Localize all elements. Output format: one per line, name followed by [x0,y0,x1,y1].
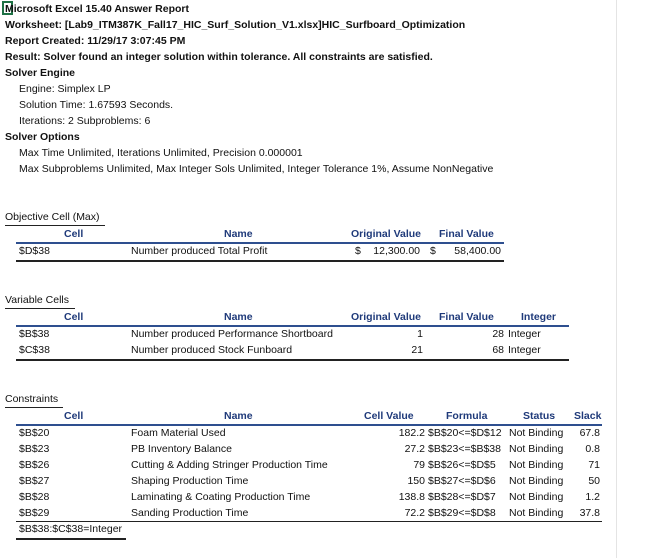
options-line-1: Max Time Unlimited, Iterations Unlimited, Precision 0.000001 [19,147,303,159]
worksheet-line: Worksheet: [Lab9_ITM387K_Fall17_HIC_Surf_Solution_V1.xlsx]HIC_Surfboard_Optimization [5,19,466,31]
constraint-row-5-value: 138.8 [398,491,425,503]
objective-final-currency: $ [430,245,436,257]
constraints-col-cell: Cell [64,410,84,422]
constraints-bottom-rule [16,521,602,522]
constraints-header-rule [16,424,602,426]
variable-row-1-integer: Integer [508,328,541,340]
variable-row-1-name: Number produced Performance Shortboard [131,328,333,340]
constraint-row-1-name: Foam Material Used [131,427,226,439]
constraint-row-2-formula: $B$23<=$B$38 [428,443,501,455]
variable-row-2-cell: $C$38 [19,344,50,356]
report-title-rest: icrosoft Excel 15.40 Answer Report [13,3,190,15]
variables-col-final: Final Value [439,311,494,323]
objective-bottom-rule [16,260,504,262]
variables-col-original: Original Value [351,311,422,323]
sheet-gridline [616,0,617,558]
objective-original-value: 12,300.00 [373,245,420,257]
variable-row-2-name: Number produced Stock Funboard [131,344,293,356]
constraint-row-3-value: 79 [413,459,425,471]
constraint-row-2-status: Not Binding [509,443,564,455]
engine-line: Engine: Simplex LP [19,83,111,95]
variable-row-1-original: 1 [417,328,423,340]
constraint-row-3-formula: $B$26<=$D$5 [428,459,496,471]
report-created-line: Report Created: 11/29/17 3:07:45 PM [5,35,186,47]
constraints-col-status: Status [523,410,556,422]
variables-header-rule [16,325,569,327]
constraint-row-6-status: Not Binding [509,507,564,519]
solver-engine-heading: Solver Engine [5,67,76,79]
constraint-row-4-cell: $B$27 [19,475,50,487]
constraint-row-6-slack: 37.8 [579,507,600,519]
constraint-row-3-name: Cutting & Adding Stringer Production Time [131,459,328,471]
variables-bottom-rule [16,359,569,361]
constraints-col-value: Cell Value [364,410,414,422]
options-line-2: Max Subproblems Unlimited, Max Integer Sols Unlimited, Integer Tolerance 1%, Assume NonNegative [19,163,494,175]
variables-heading: Variable Cells [5,294,69,306]
constraint-row-1-cell: $B$20 [19,427,50,439]
constraint-row-6-cell: $B$29 [19,507,50,519]
constraint-row-4-formula: $B$27<=$D$6 [428,475,496,487]
variable-row-2-final: 68 [492,344,504,356]
constraint-row-5-status: Not Binding [509,491,564,503]
objective-original-currency: $ [355,245,361,257]
constraint-row-2-value: 27.2 [404,443,425,455]
objective-heading-underline [5,225,105,226]
report-title-first-letter: M [5,3,14,15]
variables-col-name: Name [224,311,253,323]
constraints-col-formula: Formula [446,410,488,422]
constraint-row-5-formula: $B$28<=$D$7 [428,491,496,503]
solution-time-line: Solution Time: 1.67593 Seconds. [19,99,174,111]
constraints-heading: Constraints [5,393,59,405]
variable-row-1-final: 28 [492,328,504,340]
constraint-row-6-value: 72.2 [404,507,425,519]
objective-col-final: Final Value [439,228,494,240]
objective-col-cell: Cell [64,228,84,240]
constraints-col-slack: Slack [574,410,602,422]
objective-name: Number produced Total Profit [131,245,268,257]
objective-col-name: Name [224,228,253,240]
objective-header-rule [16,242,504,244]
objective-final-value: 58,400.00 [454,245,501,257]
constraint-row-1-formula: $B$20<=$D$12 [428,427,502,439]
constraint-row-5-cell: $B$28 [19,491,50,503]
constraint-row-2-name: PB Inventory Balance [131,443,232,455]
constraint-row-1-status: Not Binding [509,427,564,439]
constraints-footer: $B$38:$C$38=Integer [19,523,123,535]
variables-col-integer: Integer [521,311,557,323]
constraints-heading-underline [5,407,63,408]
report-title [5,3,189,16]
constraint-row-6-name: Sanding Production Time [131,507,249,519]
constraints-footer-rule [16,538,126,540]
variable-row-1-cell: $B$38 [19,328,50,340]
variables-heading-underline [5,308,75,309]
constraint-row-4-value: 150 [407,475,425,487]
objective-heading: Objective Cell (Max) [5,211,100,223]
constraint-row-2-slack: 0.8 [585,443,600,455]
objective-cell: $D$38 [19,245,50,257]
constraint-row-4-name: Shaping Production Time [131,475,249,487]
constraint-row-3-status: Not Binding [509,459,564,471]
iterations-line: Iterations: 2 Subproblems: 6 [19,115,151,127]
variables-col-cell: Cell [64,311,84,323]
constraint-row-1-slack: 67.8 [579,427,600,439]
result-line: Result: Solver found an integer solution within tolerance. All constraints are satisfied. [5,51,433,63]
constraint-row-4-status: Not Binding [509,475,564,487]
solver-options-heading: Solver Options [5,131,80,143]
constraints-col-name: Name [224,410,253,422]
constraint-row-5-slack: 1.2 [585,491,600,503]
constraint-row-1-value: 182.2 [398,427,425,439]
objective-col-original: Original Value [351,228,422,240]
constraint-row-3-cell: $B$26 [19,459,50,471]
variable-row-2-integer: Integer [508,344,541,356]
constraint-row-2-cell: $B$23 [19,443,50,455]
constraint-row-6-formula: $B$29<=$D$8 [428,507,496,519]
variable-row-2-original: 21 [411,344,423,356]
constraint-row-3-slack: 71 [588,459,600,471]
constraint-row-4-slack: 50 [588,475,600,487]
constraint-row-5-name: Laminating & Coating Production Time [131,491,311,503]
